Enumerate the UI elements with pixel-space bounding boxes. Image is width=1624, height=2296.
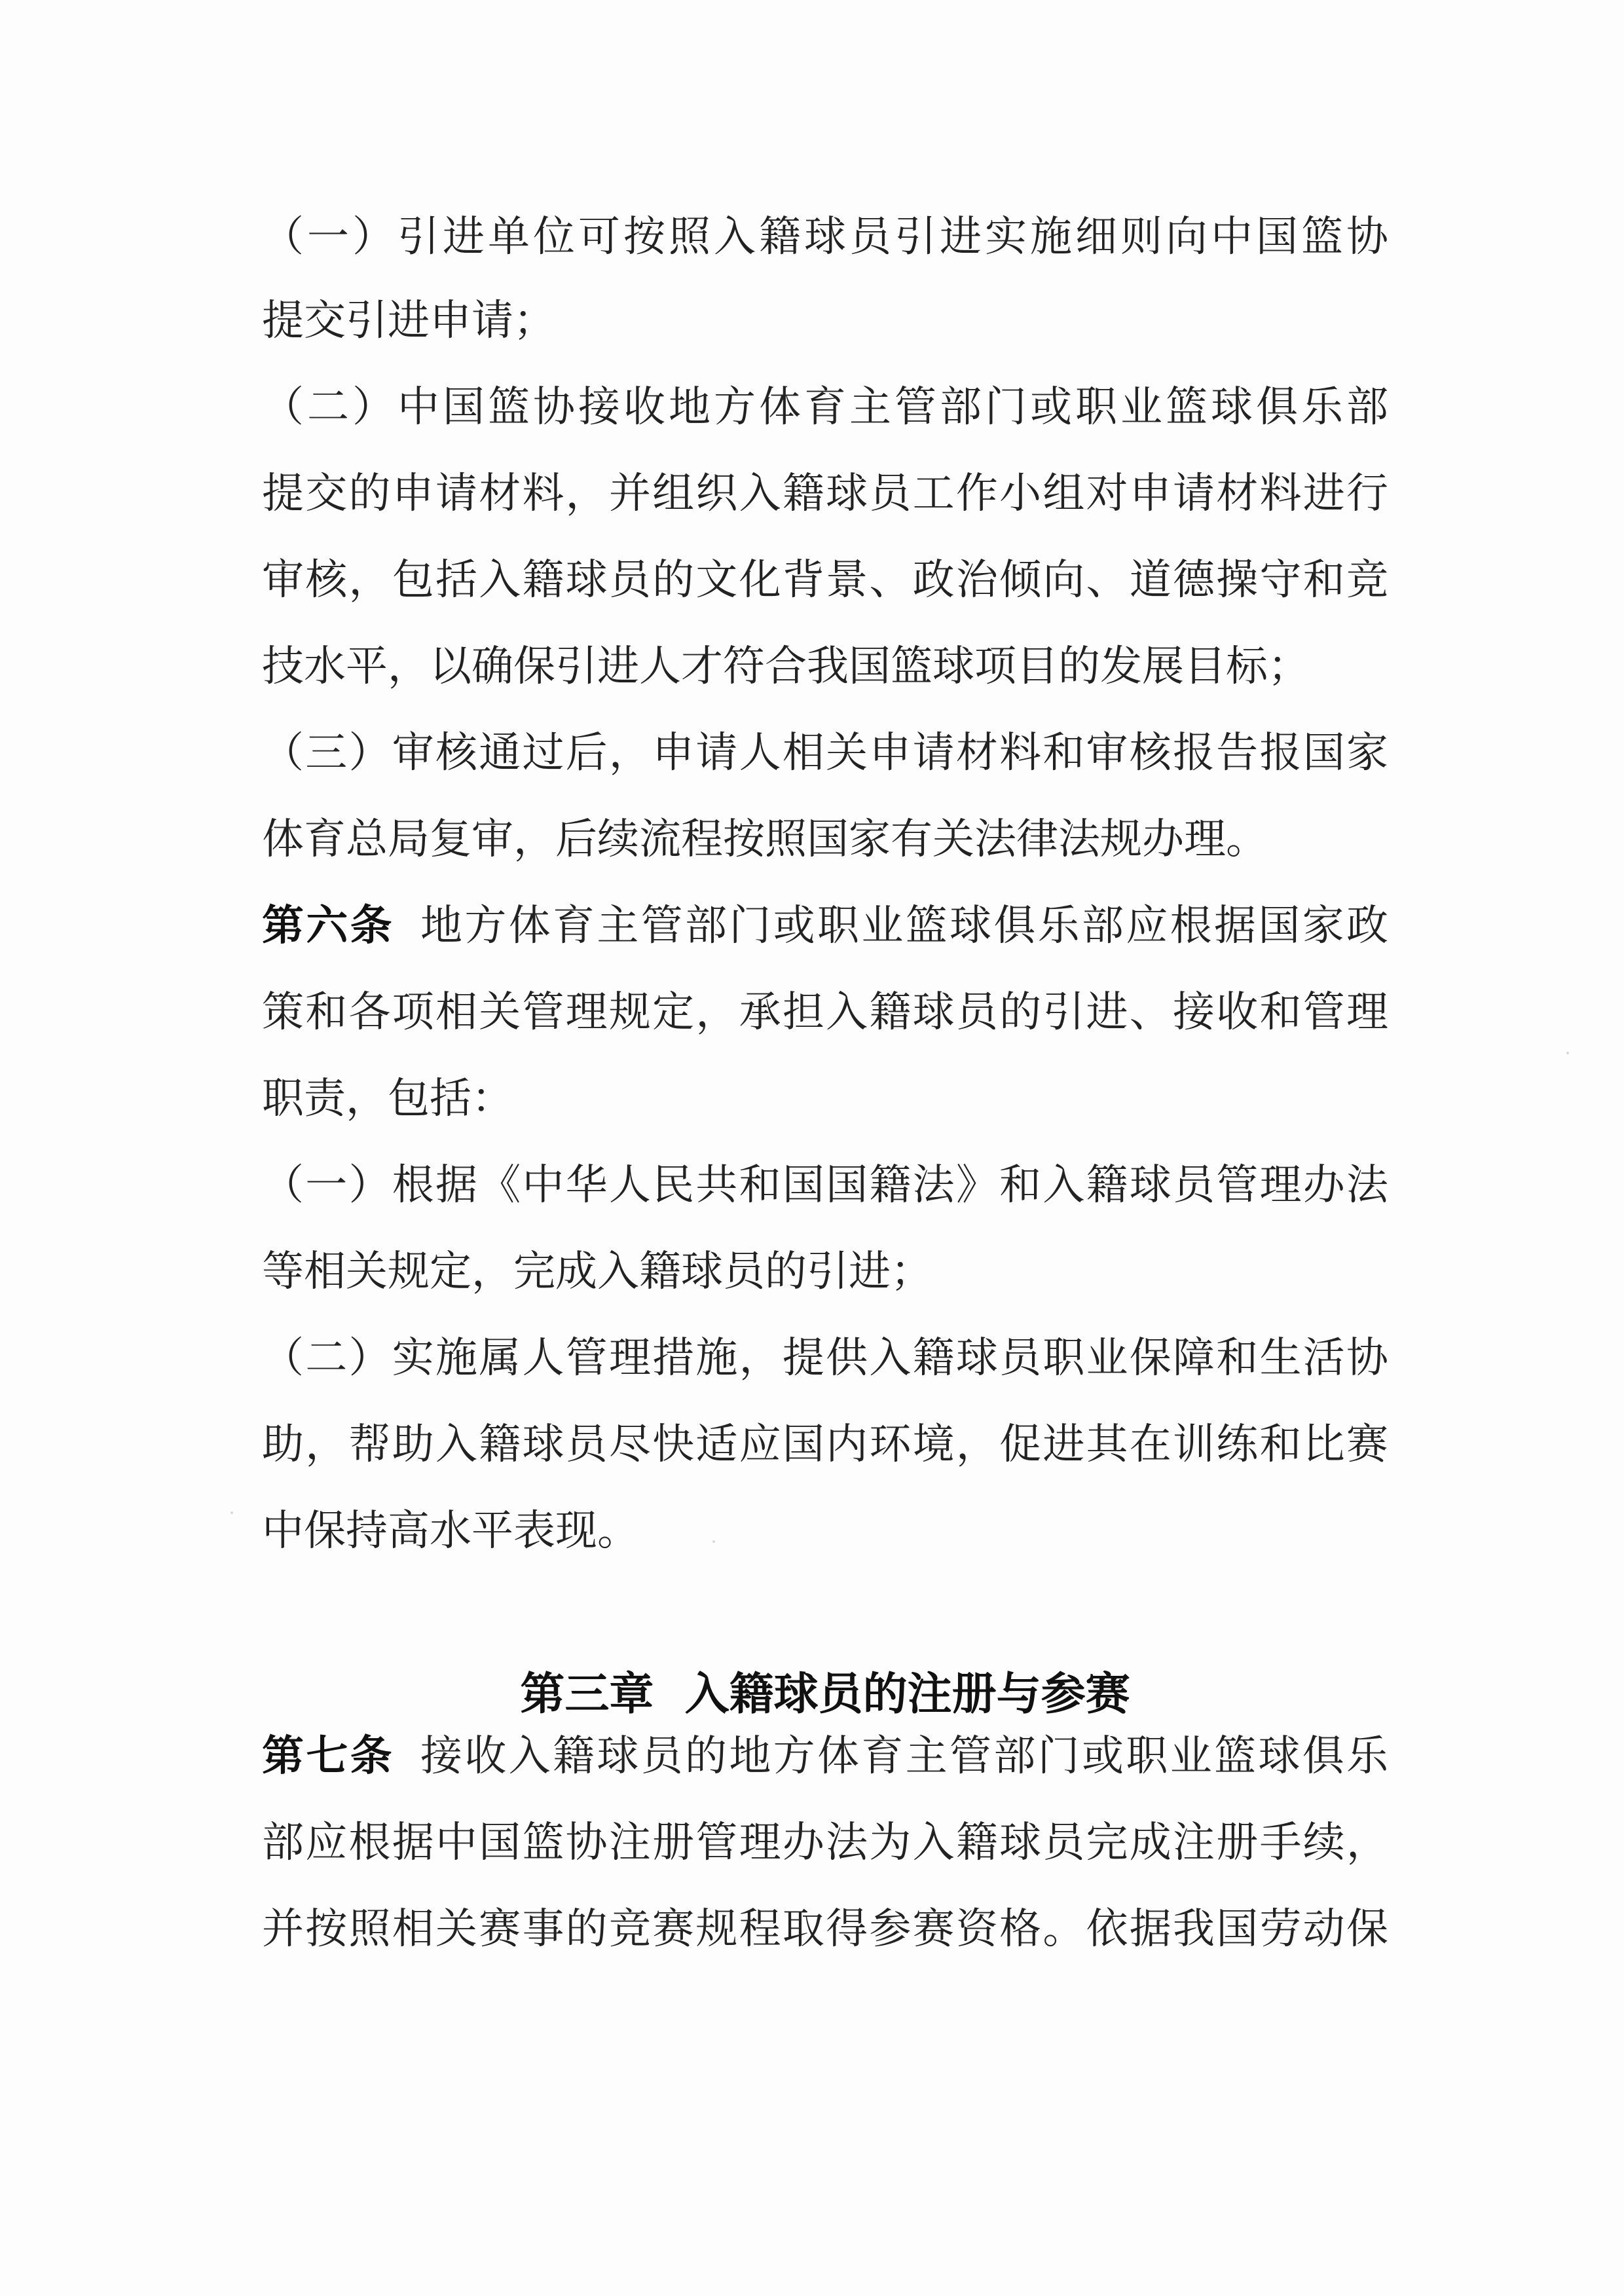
article-6-item-continued: 中保持高水平表现。 bbox=[262, 1507, 639, 1555]
list-item-continued: 审核，包括入籍球员的文化背景、政治倾向、道德操守和竞 bbox=[262, 556, 1388, 604]
article-7-text-continued: 并按照相关赛事的竞赛规程取得参赛资格。依据我国劳动保 bbox=[262, 1905, 1388, 1953]
article-7-text: 接收入籍球员的地方体育主管部门或职业篮球俱乐 bbox=[420, 1732, 1388, 1781]
article-6-text: 地方体育主管部门或职业篮球俱乐部应根据国家政 bbox=[420, 902, 1388, 950]
list-item: （二）中国篮协接收地方体育主管部门或职业篮球俱乐部 bbox=[262, 383, 1388, 432]
scan-speck bbox=[712, 1540, 715, 1543]
article-6-text-continued: 职责，包括： bbox=[262, 1075, 513, 1123]
chapter-3-title: 第三章 入籍球员的注册与参赛 bbox=[520, 1669, 1130, 1720]
article-6-text-continued: 策和各项相关管理规定，承担入籍球员的引进、接收和管理 bbox=[262, 988, 1388, 1037]
list-item: （一）引进单位可按照入籍球员引进实施细则向中国篮协 bbox=[262, 213, 1388, 261]
article-7-heading: 第七条 bbox=[262, 1732, 394, 1781]
list-item-continued: 体育总局复审，后续流程按照国家有关法律法规办理。 bbox=[262, 815, 1268, 864]
article-6-item: （一）根据《中华人民共和国国籍法》和入籍球员管理办法 bbox=[262, 1161, 1388, 1210]
list-item-continued: 技水平，以确保引进人才符合我国篮球项目的发展目标； bbox=[262, 642, 1310, 691]
article-6-item-continued: 等相关规定，完成入籍球员的引进； bbox=[262, 1248, 932, 1296]
scan-speck bbox=[231, 1511, 233, 1514]
scan-speck bbox=[1566, 1052, 1569, 1054]
article-7-paragraph bbox=[262, 1732, 1388, 1781]
article-6-item: （二）实施属人管理措施，提供入籍球员职业保障和生活协 bbox=[262, 1334, 1388, 1382]
list-item-continued: 提交的申请材料，并组织入籍球员工作小组对申请材料进行 bbox=[262, 470, 1388, 518]
list-item: （三）审核通过后，申请人相关申请材料和审核报告报国家 bbox=[262, 729, 1388, 777]
article-6-item-continued: 助，帮助入籍球员尽快适应国内环境，促进其在训练和比赛 bbox=[262, 1420, 1388, 1469]
list-item-continued: 提交引进申请； bbox=[262, 297, 555, 345]
article-6-paragraph bbox=[262, 902, 1388, 950]
article-6-heading: 第六条 bbox=[262, 902, 394, 950]
article-7-text-continued: 部应根据中国篮协注册管理办法为入籍球员完成注册手续， bbox=[262, 1819, 1388, 1867]
